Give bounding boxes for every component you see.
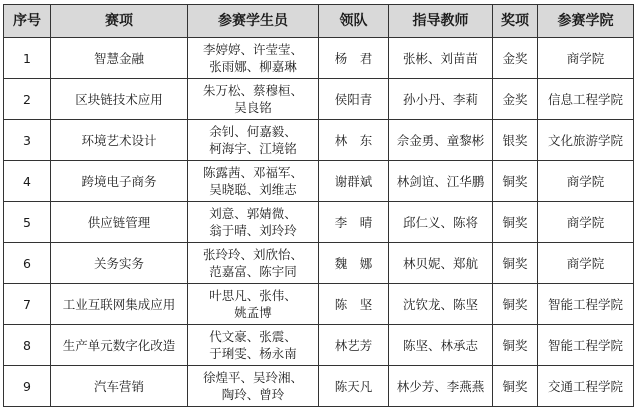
students-line: 姚孟博 (234, 305, 272, 320)
students-line: 刘意、郭婧微、 (209, 206, 297, 221)
cell-students (188, 284, 319, 325)
students-line: 代文豪、张震、 (209, 329, 297, 344)
cell-no: 7 (4, 284, 51, 325)
cell-college: 交通工程学院 (538, 366, 634, 407)
table-row (4, 243, 634, 284)
cell-no: 2 (4, 79, 51, 120)
cell-no: 6 (4, 243, 51, 284)
cell-no: 9 (4, 366, 51, 407)
cell-event: 关务实务 (51, 243, 188, 284)
cell-college: 商学院 (538, 202, 634, 243)
cell-event: 跨境电子商务 (51, 161, 188, 202)
cell-award: 银奖 (493, 120, 538, 161)
awards-table (3, 4, 634, 407)
cell-award: 铜奖 (493, 366, 538, 407)
cell-award: 金奖 (493, 79, 538, 120)
cell-students (188, 325, 319, 366)
students-line: 吴良铭 (234, 100, 272, 115)
cell-event: 环境艺术设计 (51, 120, 188, 161)
cell-award: 金奖 (493, 38, 538, 79)
cell-event: 汽车营销 (51, 366, 188, 407)
cell-students (188, 202, 319, 243)
cell-teachers: 林剑谊、江华鹏 (389, 161, 493, 202)
cell-teachers: 陈坚、林承志 (389, 325, 493, 366)
cell-no: 8 (4, 325, 51, 366)
cell-teachers: 张彬、刘苗苗 (389, 38, 493, 79)
students-line: 李婷婷、许莹莹、 (202, 42, 303, 57)
cell-event: 供应链管理 (51, 202, 188, 243)
cell-award: 铜奖 (493, 284, 538, 325)
cell-no: 4 (4, 161, 51, 202)
cell-leader: 侯阳青 (319, 79, 389, 120)
cell-leader: 陈 坚 (319, 284, 389, 325)
cell-teachers: 林少芳、李燕燕 (389, 366, 493, 407)
cell-leader: 谢群斌 (319, 161, 389, 202)
cell-leader: 杨 君 (319, 38, 389, 79)
cell-leader: 李 晴 (319, 202, 389, 243)
table-row (4, 120, 634, 161)
header-event: 赛项 (51, 5, 188, 38)
table-row (4, 38, 634, 79)
header-no: 序号 (4, 5, 51, 38)
cell-event: 智慧金融 (51, 38, 188, 79)
cell-students (188, 366, 319, 407)
table-row (4, 202, 634, 243)
cell-event: 生产单元数字化改造 (51, 325, 188, 366)
table-row (4, 325, 634, 366)
cell-college: 智能工程学院 (538, 284, 634, 325)
students-line: 朱万松、蔡穆桓、 (202, 83, 303, 98)
table-row (4, 284, 634, 325)
cell-teachers: 沈钦龙、陈坚 (389, 284, 493, 325)
cell-teachers: 邱仁义、陈将 (389, 202, 493, 243)
students-line: 张雨娜、柳嘉琳 (209, 59, 297, 74)
cell-no: 3 (4, 120, 51, 161)
cell-award: 铜奖 (493, 325, 538, 366)
cell-leader: 林艺芳 (319, 325, 389, 366)
students-line: 徐煌平、吴玲湘、 (202, 370, 303, 385)
cell-teachers: 林贝妮、郑航 (389, 243, 493, 284)
cell-leader: 林 东 (319, 120, 389, 161)
cell-students (188, 79, 319, 120)
cell-teachers: 佘金勇、童黎彬 (389, 120, 493, 161)
cell-event: 工业互联网集成应用 (51, 284, 188, 325)
cell-students (188, 120, 319, 161)
cell-college: 文化旅游学院 (538, 120, 634, 161)
header-award: 奖项 (493, 5, 538, 38)
students-line: 叶思凡、张伟、 (209, 288, 297, 303)
header-leader: 领队 (319, 5, 389, 38)
cell-award: 铜奖 (493, 243, 538, 284)
students-line: 吴晓聪、刘维志 (209, 182, 297, 197)
header-students: 参赛学生员 (188, 5, 319, 38)
cell-college: 智能工程学院 (538, 325, 634, 366)
header-college: 参赛学院 (538, 5, 634, 38)
students-line: 范嘉富、陈宇同 (209, 264, 297, 279)
cell-college: 商学院 (538, 243, 634, 284)
cell-college: 信息工程学院 (538, 79, 634, 120)
header-teachers: 指导教师 (389, 5, 493, 38)
cell-no: 5 (4, 202, 51, 243)
cell-students (188, 243, 319, 284)
cell-students (188, 38, 319, 79)
students-line: 柯海宇、江境铭 (209, 141, 297, 156)
cell-award: 铜奖 (493, 202, 538, 243)
cell-award: 铜奖 (493, 161, 538, 202)
cell-leader: 陈天凡 (319, 366, 389, 407)
table-row (4, 161, 634, 202)
students-line: 张玲玲、刘欣怡、 (202, 247, 303, 262)
cell-college: 商学院 (538, 161, 634, 202)
header-row (4, 5, 634, 38)
cell-college: 商学院 (538, 38, 634, 79)
cell-event: 区块链技术应用 (51, 79, 188, 120)
students-line: 于琍雯、杨永南 (209, 346, 297, 361)
cell-leader: 魏 娜 (319, 243, 389, 284)
cell-no: 1 (4, 38, 51, 79)
students-line: 陶玲、曾玲 (221, 387, 285, 402)
awards-table-container (3, 4, 633, 402)
students-line: 余钊、何嘉毅、 (209, 124, 297, 139)
students-line: 陈露茜、邓福军、 (202, 165, 303, 180)
cell-teachers: 孙小丹、李莉 (389, 79, 493, 120)
table-row (4, 79, 634, 120)
table-row (4, 366, 634, 407)
cell-students (188, 161, 319, 202)
students-line: 翁于晴、刘玲玲 (209, 223, 297, 238)
